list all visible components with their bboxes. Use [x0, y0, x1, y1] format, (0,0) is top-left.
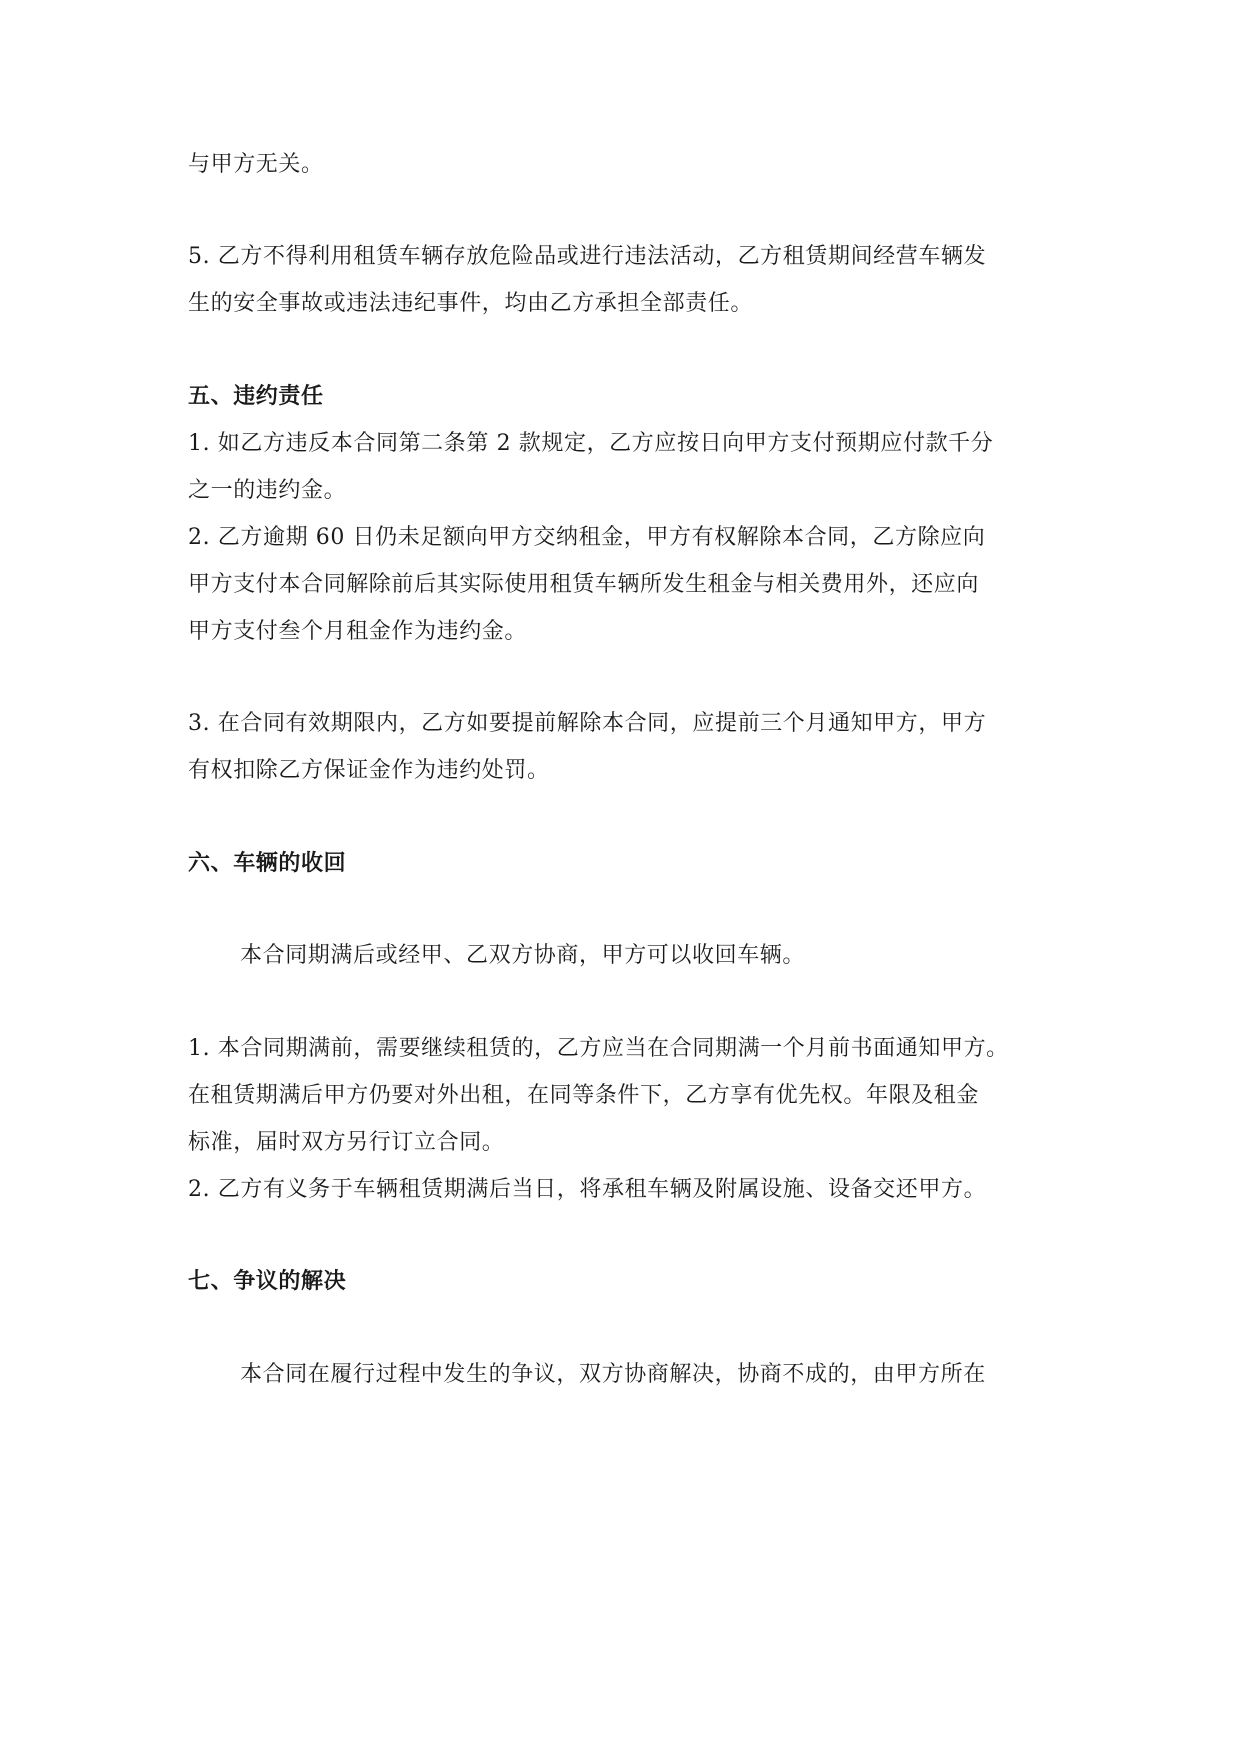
return-clause-1-line-2: 在租赁期满后甲方仍要对外出租，在同等条件下，乙方享有优先权。年限及租金	[188, 1083, 980, 1108]
vehicle-return-intro: 本合同期满后或经甲、乙双方协商，甲方可以收回车辆。	[240, 943, 806, 968]
breach-clause-2-line-2: 甲方支付本合同解除前后其实际使用租赁车辆所发生租金与相关费用外，还应向	[188, 572, 980, 597]
breach-clause-2-line-3: 甲方支付叁个月租金作为违约金。	[188, 619, 528, 644]
breach-clause-3-line-2: 有权扣除乙方保证金作为违约处罚。	[188, 758, 550, 783]
dispute-resolution-text: 本合同在履行过程中发生的争议，双方协商解决，协商不成的，由甲方所在	[240, 1362, 986, 1387]
section-heading-dispute-resolution: 七、争议的解决	[188, 1269, 347, 1294]
return-clause-1-line-1: 1. 本合同期满前，需要继续租赁的，乙方应当在合同期满一个月前书面通知甲方。	[188, 1036, 1009, 1061]
breach-clause-2-line-1: 2. 乙方逾期 60 日仍未足额向甲方交纳租金，甲方有权解除本合同，乙方除应向	[188, 525, 986, 550]
breach-clause-1-line-1: 1. 如乙方违反本合同第二条第 2 款规定，乙方应按日向甲方支付预期应付款千分	[188, 431, 994, 456]
clause-5-line-1: 5. 乙方不得利用租赁车辆存放危险品或进行违法活动，乙方租赁期间经营车辆发	[188, 244, 987, 269]
breach-clause-1-line-2: 之一的违约金。	[188, 478, 347, 503]
section-heading-vehicle-return: 六、车辆的收回	[188, 851, 347, 876]
breach-clause-3-line-1: 3. 在合同有效期限内，乙方如要提前解除本合同，应提前三个月通知甲方，甲方	[188, 711, 987, 736]
section-heading-breach-liability: 五、违约责任	[188, 384, 324, 409]
return-clause-2: 2. 乙方有义务于车辆租赁期满后当日，将承租车辆及附属设施、设备交还甲方。	[188, 1177, 987, 1202]
paragraph-line: 与甲方无关。	[188, 152, 324, 177]
clause-5-line-2: 生的安全事故或违法违纪事件，均由乙方承担全部责任。	[188, 291, 754, 316]
return-clause-1-line-3: 标准，届时双方另行订立合同。	[188, 1130, 505, 1155]
